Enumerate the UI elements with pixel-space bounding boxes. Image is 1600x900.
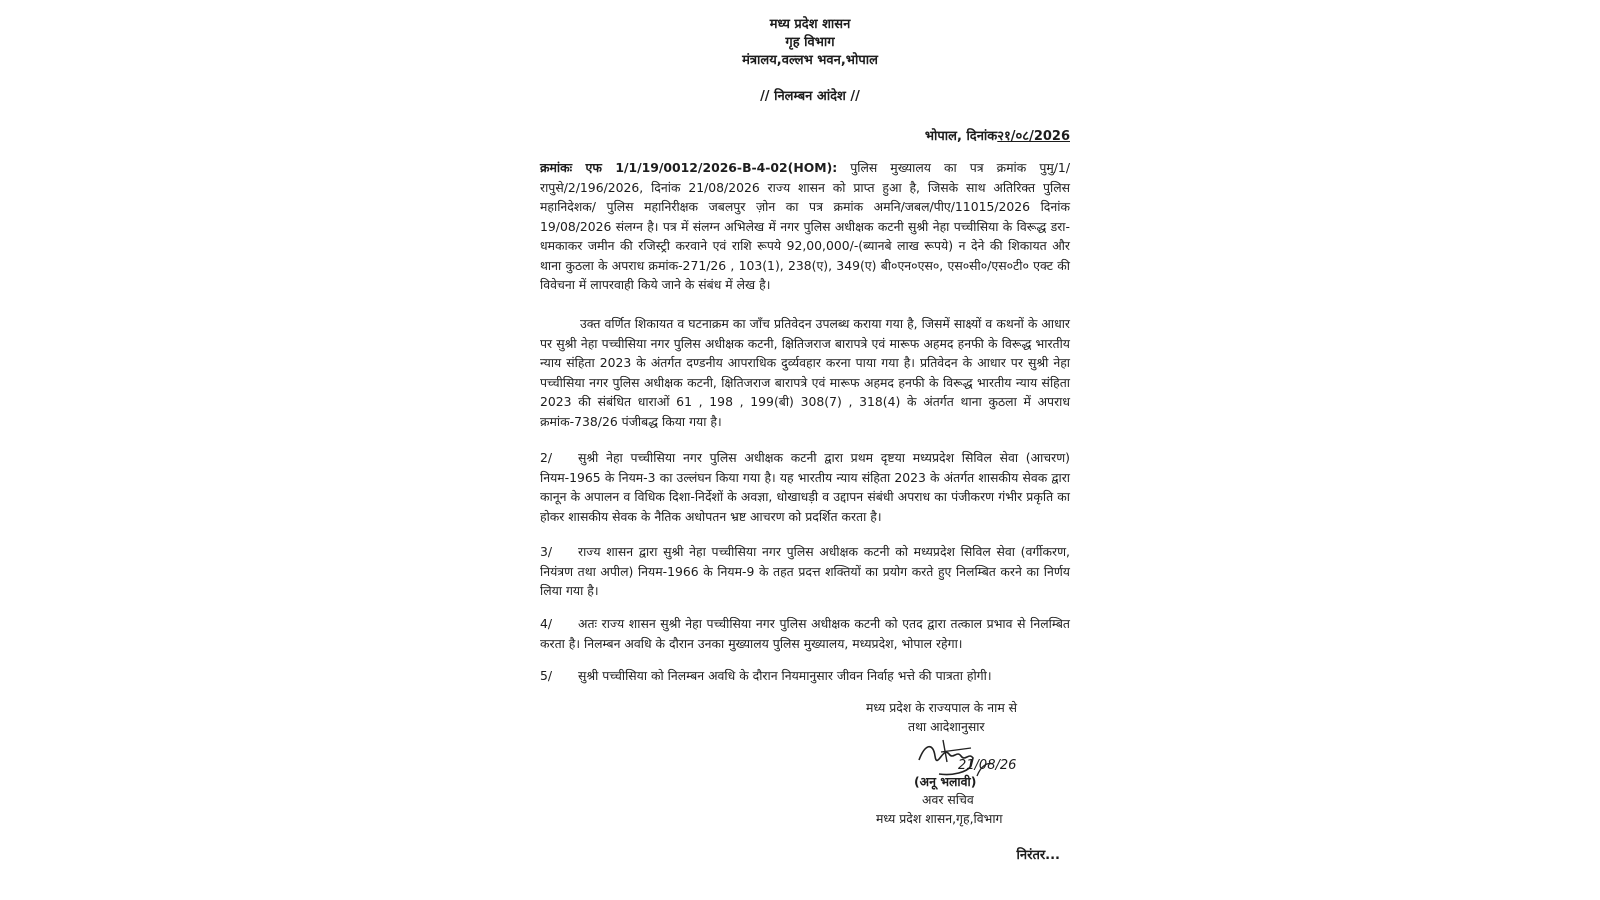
signature-order-line: तथा आदेशानुसार: [908, 719, 985, 734]
document-title: // निलम्बन आंदेश //: [760, 89, 860, 104]
paragraph-3-number: 3/: [540, 544, 553, 559]
date-line: [925, 126, 1070, 144]
paragraph-4-text: अतः राज्य शासन सुश्री नेहा पच्चीसिया नगर पुलिस अधीक्षक कटनी को एतद द्वारा तत्काल प्रभाव से निलम्बित करता है। निलम्बन अवधि के दौरान उनका मुख्यालय पुलिस मुख्यालय, मध्यप्रदेश, भोपाल रहेगा।: [540, 616, 1070, 651]
paragraph-4-number: 4/: [540, 616, 553, 631]
continued-marker: निरंतर...: [1016, 848, 1060, 863]
intro-text: पुलिस मुख्यालय का पत्र क्रमांक पुमु/1/रापुसे/2/196/2026, दिनांक 21/08/2026 राज्य शासन को प्राप्त हुआ है, जिसके साथ अतिरिक्त पुलिस महानिदेशक/ पुलिस महानिरीक्षक जबलपुर ज़ोन का पत्र क्रमांक अमनि/जबल/पीए/11015/2026 दिनांक 19/08/2026 संलग्न है। पत्र में संलग्न अभिलेख में नगर पुलिस अधीक्षक कटनी सुश्री नेहा पच्चीसिया के विरूद्ध डरा-धमकाकर जमीन की रजिस्ट्री करवाने एवं राशि रूपये 92,00,000/-(ब्यानबे लाख रूपये) न देने की शिकायत और थाना कुठला के अपराध क्रमांक-271/26 , 103(1), 238(ए), 349(ए) बी०एन०एस०, एस०सी०/एस०टी० एक्ट की विवेचना में लापरवाही किये जाने के संबंध में लेख है।: [540, 160, 1070, 292]
paragraph-5-text: सुश्री पच्चीसिया को निलम्बन अवधि के दौरान नियमानुसार जीवन निर्वाह भत्ते की पात्रता होगी।: [578, 668, 992, 683]
paragraph-5-number: 5/: [540, 668, 553, 683]
header-address: मंत्रालय,वल्लभ भवन,भोपाल: [742, 53, 878, 68]
order-reference-number: क्रमांकः एफ 1/1/19/0012/2026-B-4-02(HOM):: [540, 160, 838, 175]
paragraph-4: [540, 614, 1070, 653]
signatory-designation: अवर सचिव: [922, 792, 974, 807]
paragraph-2-number: 2/: [540, 450, 553, 465]
header-department: गृह विभाग: [785, 35, 835, 50]
document-page: [520, 0, 1100, 900]
date-prefix: भोपाल, दिनांक: [924, 129, 998, 144]
inquiry-paragraph: [540, 314, 1070, 431]
paragraph-2-text: सुश्री नेहा पच्चीसिया नगर पुलिस अधीक्षक कटनी द्वारा प्रथम दृष्टया मध्यप्रदेश सिविल सेवा (आचरण) नियम-1965 के नियम-3 का उल्लंघन किया गया है। यह भारतीय न्याय संहिता 2023 के अंतर्गत शासकीय सेवक द्वारा कानून के अपालन व विधिक दिशा-निर्देशों के अवज्ञा, धोखाधड़ी व उद्दापन संबंधी अपराध का पंजीकरण गंभीर प्रकृति का होकर शासकीय सेवक के नैतिक अधोपतन भ्रष्ट आचरण को प्रदर्शित करता है।: [540, 450, 1070, 524]
signature-authority-line: मध्य प्रदेश के राज्यपाल के नाम से: [866, 700, 1018, 715]
order-date: २१/०८/2026: [997, 129, 1070, 144]
intro-paragraph: [540, 158, 1070, 295]
paragraph-2: [540, 448, 1070, 526]
signatory-name: (अनू भलावी): [914, 774, 977, 789]
signatory-department: मध्य प्रदेश शासन,गृह,विभाग: [876, 811, 1003, 826]
inquiry-text: उक्त वर्णित शिकायत व घटनाक्रम का जाँच प्रतिवेदन उपलब्ध कराया गया है, जिसमें साक्ष्यों व कथनों के आधार पर सुश्री नेहा पच्चीसिया नगर पुलिस अधीक्षक कटनी, क्षितिजराज बारापत्रे एवं मारूफ अहमद हनफी के विरूद्ध भारतीय न्याय संहिता 2023 के अंतर्गत दण्डनीय आपराधिक दुर्व्यवहार करना पाया गया है। प्रतिवेदन के आधार पर सुश्री नेहा पच्चीसिया नगर पुलिस अधीक्षक कटनी, क्षितिजराज बारापत्रे एवं मारूफ अहमद हनफी के विरूद्ध भारतीय न्याय संहिता 2023 की संबंधित धाराओं 61 , 198 , 199(बी) 308(7) , 318(4) के अंतर्गत थाना कुठला में अपराध क्रमांक-738/26 पंजीबद्ध किया गया है।: [540, 316, 1070, 429]
header-government: मध्य प्रदेश शासन: [769, 17, 851, 32]
paragraph-5: [540, 666, 1070, 686]
paragraph-3: [540, 542, 1070, 601]
paragraph-3-text: राज्य शासन द्वारा सुश्री नेहा पच्चीसिया नगर पुलिस अधीक्षक कटनी को मध्यप्रदेश सिविल सेवा (वर्गीकरण, नियंत्रण तथा अपील) नियम-1966 के नियम-9 के तहत प्रदत्त शक्तियों का प्रयोग करते हुए निलम्बित करने का निर्णय लिया गया है।: [540, 544, 1070, 598]
handwritten-date: 21/08/26: [958, 758, 1017, 773]
